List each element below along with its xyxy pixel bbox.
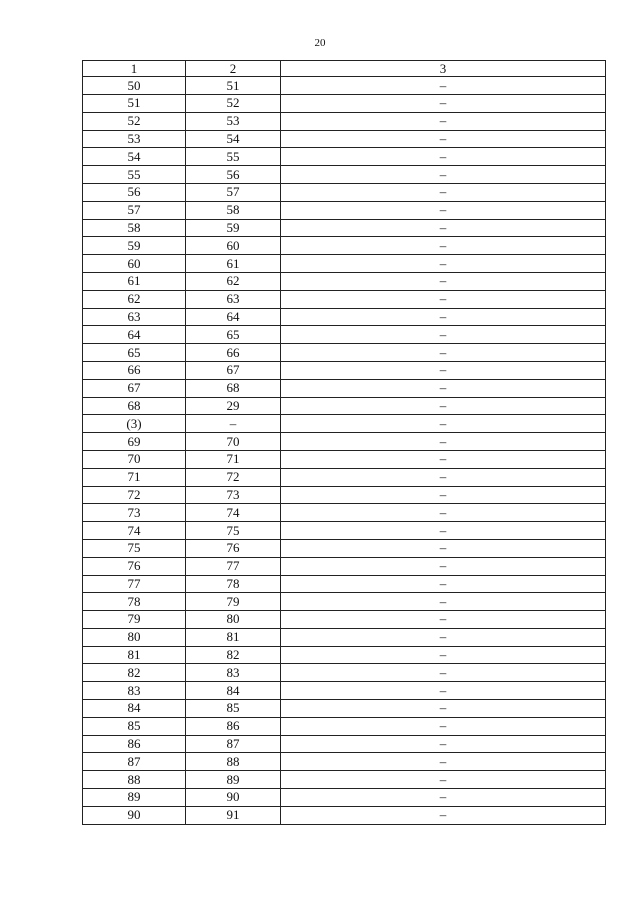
table-cell-col-1: 72 [83,486,186,504]
table-row [83,130,606,148]
table-cell-col-2: 88 [186,753,281,771]
table-cell-col-2: 79 [186,593,281,611]
table-cell-col-3: – [281,522,606,540]
table-cell-col-1: 69 [83,433,186,451]
table-row [83,717,606,735]
table-cell-col-1: 67 [83,379,186,397]
table-row [83,77,606,95]
table-cell-col-3: – [281,628,606,646]
table-cell-col-3: – [281,806,606,824]
table-cell-col-1: 66 [83,361,186,379]
table-cell-col-1: 58 [83,219,186,237]
table-row [83,237,606,255]
table-cell-col-3: – [281,148,606,166]
table-cell-col-3: – [281,789,606,807]
table-cell-col-1: 83 [83,682,186,700]
table-cell-col-3: – [281,94,606,112]
table-cell-col-3: – [281,575,606,593]
table-cell-col-3: – [281,433,606,451]
table-cell-col-3: – [281,664,606,682]
table-cell-col-3: – [281,130,606,148]
table-cell-col-1: 64 [83,326,186,344]
table-cell-col-2: 91 [186,806,281,824]
table-cell-col-1: 80 [83,628,186,646]
table-cell-col-3: – [281,112,606,130]
table-cell-col-2: 89 [186,771,281,789]
table-cell-col-2: 80 [186,611,281,629]
table-cell-col-3: – [281,272,606,290]
table-row [83,361,606,379]
table-cell-col-1: 60 [83,255,186,273]
table-cell-col-2: 86 [186,717,281,735]
table-cell-col-1: 52 [83,112,186,130]
table-cell-col-3: – [281,415,606,433]
table-cell-col-3: – [281,326,606,344]
table-cell-col-2: 90 [186,789,281,807]
table-cell-col-2: 66 [186,344,281,362]
table-row [83,308,606,326]
table-cell-col-1: 74 [83,522,186,540]
table-row [83,183,606,201]
table-cell-col-1: 85 [83,717,186,735]
table-cell-col-3: – [281,308,606,326]
table-row [83,735,606,753]
table-cell-col-3: – [281,237,606,255]
table-cell-col-3: – [281,771,606,789]
table-cell-col-2: 59 [186,219,281,237]
table-cell-col-3: – [281,504,606,522]
table-cell-col-2: 83 [186,664,281,682]
table-cell-col-3: – [281,717,606,735]
table-cell-col-3: – [281,166,606,184]
table-row [83,682,606,700]
table-cell-col-2: 71 [186,450,281,468]
table-row [83,646,606,664]
table-row [83,593,606,611]
table-cell-col-2: 85 [186,700,281,718]
table-row [83,433,606,451]
table-cell-col-2: 61 [186,255,281,273]
table-cell-col-1: 75 [83,539,186,557]
table-cell-col-2: 82 [186,646,281,664]
table-cell-col-2: 53 [186,112,281,130]
data-table [82,60,606,825]
table-cell-col-1: 68 [83,397,186,415]
column-header-3: 3 [281,61,606,77]
table-cell-col-3: – [281,397,606,415]
table-cell-col-2: 51 [186,77,281,95]
table-cell-col-1: 63 [83,308,186,326]
table-row [83,539,606,557]
table-cell-col-1: 84 [83,700,186,718]
table-cell-col-3: – [281,379,606,397]
column-header-1: 1 [83,61,186,77]
table-cell-col-2: 64 [186,308,281,326]
table-row [83,468,606,486]
table-cell-col-1: 88 [83,771,186,789]
table-row [83,806,606,824]
table-cell-col-1: 57 [83,201,186,219]
table-cell-col-2: 87 [186,735,281,753]
table-cell-col-2: 72 [186,468,281,486]
table-cell-col-3: – [281,611,606,629]
table-cell-col-2: – [186,415,281,433]
table-cell-col-1: 51 [83,94,186,112]
table-cell-col-2: 54 [186,130,281,148]
table-cell-col-2: 55 [186,148,281,166]
table-cell-col-3: – [281,682,606,700]
table-cell-col-2: 70 [186,433,281,451]
column-header-2: 2 [186,61,281,77]
table-cell-col-3: – [281,255,606,273]
table-row [83,255,606,273]
table-row [83,201,606,219]
table-cell-col-3: – [281,735,606,753]
table-cell-col-3: – [281,290,606,308]
table-cell-col-2: 78 [186,575,281,593]
table-cell-col-1: 65 [83,344,186,362]
table-cell-col-3: – [281,183,606,201]
table-cell-col-1: 90 [83,806,186,824]
table-cell-col-2: 29 [186,397,281,415]
table-cell-col-2: 62 [186,272,281,290]
table-cell-col-3: – [281,344,606,362]
table-row [83,486,606,504]
table-row [83,344,606,362]
table-cell-col-1: 86 [83,735,186,753]
table-cell-col-1: (3) [83,415,186,433]
table-cell-col-1: 79 [83,611,186,629]
table-cell-col-2: 77 [186,557,281,575]
table-cell-col-3: – [281,700,606,718]
table-cell-col-1: 54 [83,148,186,166]
table-cell-col-2: 60 [186,237,281,255]
table-cell-col-1: 62 [83,290,186,308]
table-cell-col-1: 89 [83,789,186,807]
table-row [83,771,606,789]
table-cell-col-1: 55 [83,166,186,184]
table-cell-col-1: 70 [83,450,186,468]
table-cell-col-2: 74 [186,504,281,522]
table-cell-col-1: 76 [83,557,186,575]
table-cell-col-2: 68 [186,379,281,397]
table-row [83,415,606,433]
table-cell-col-1: 50 [83,77,186,95]
table-cell-col-2: 63 [186,290,281,308]
table-row [83,611,606,629]
table-row [83,397,606,415]
table-row [83,450,606,468]
table-row [83,379,606,397]
table-row [83,166,606,184]
table-cell-col-1: 53 [83,130,186,148]
table-row [83,664,606,682]
table-row [83,522,606,540]
table-cell-col-1: 82 [83,664,186,682]
table-cell-col-1: 61 [83,272,186,290]
table-row [83,326,606,344]
table-row [83,504,606,522]
table-cell-col-2: 76 [186,539,281,557]
table-cell-col-3: – [281,557,606,575]
table-cell-col-2: 84 [186,682,281,700]
table-cell-col-1: 59 [83,237,186,255]
table-cell-col-2: 52 [186,94,281,112]
table-row [83,789,606,807]
table-row [83,219,606,237]
page-number: 20 [314,37,326,49]
table-cell-col-3: – [281,201,606,219]
table-cell-col-3: – [281,753,606,771]
table-cell-col-1: 73 [83,504,186,522]
table-cell-col-3: – [281,468,606,486]
table-row [83,557,606,575]
table-cell-col-2: 75 [186,522,281,540]
table-row [83,628,606,646]
table-cell-col-2: 58 [186,201,281,219]
table-cell-col-1: 78 [83,593,186,611]
table-cell-col-1: 77 [83,575,186,593]
table-cell-col-1: 56 [83,183,186,201]
table-cell-col-2: 57 [186,183,281,201]
table-cell-col-1: 87 [83,753,186,771]
table-row [83,575,606,593]
header-row [83,61,606,77]
table-cell-col-3: – [281,539,606,557]
table-cell-col-2: 73 [186,486,281,504]
table-cell-col-1: 71 [83,468,186,486]
table-row [83,272,606,290]
table-cell-col-3: – [281,450,606,468]
table-cell-col-2: 56 [186,166,281,184]
table-row [83,94,606,112]
table-cell-col-2: 65 [186,326,281,344]
table-cell-col-3: – [281,593,606,611]
table-cell-col-3: – [281,486,606,504]
table-cell-col-3: – [281,646,606,664]
table-cell-col-1: 81 [83,646,186,664]
table-row [83,753,606,771]
table-cell-col-3: – [281,219,606,237]
table-header [83,61,606,77]
table-body [83,77,606,824]
table-cell-col-2: 81 [186,628,281,646]
table-row [83,290,606,308]
table-cell-col-3: – [281,77,606,95]
table-cell-col-3: – [281,361,606,379]
table-cell-col-2: 67 [186,361,281,379]
table-row [83,700,606,718]
table-row [83,148,606,166]
table-row [83,112,606,130]
